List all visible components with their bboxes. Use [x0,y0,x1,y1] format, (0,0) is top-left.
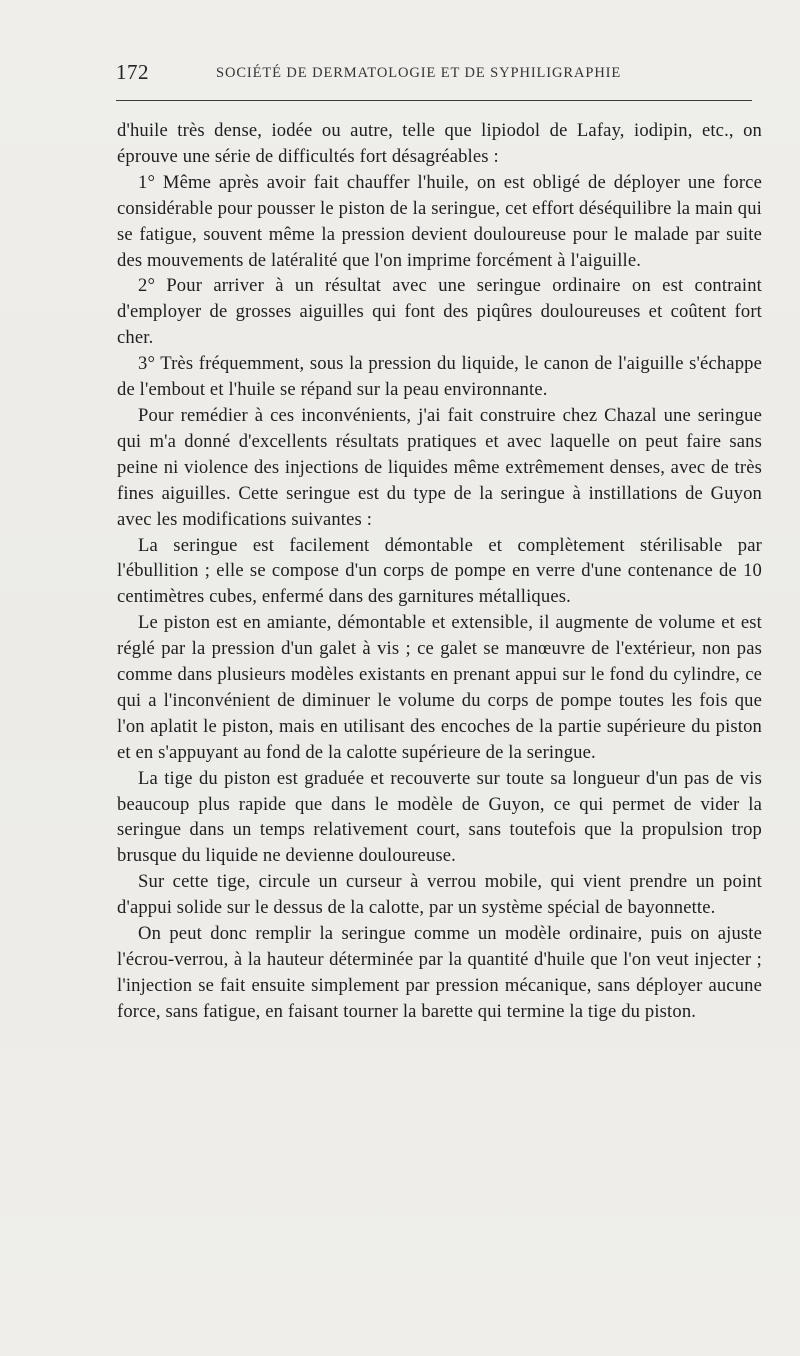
paragraph-point-1: 1° Même après avoir fait chauffer l'huile, on est obligé de déployer une force considérable pour pousser le piston de la seringue, cet effort déséquilibre la main qui se fatigue, souvent même la pression devient douloureuse pour le malade par suite des mouvements de latéralité que l'on imprime forcément à l'aiguille. [117,171,762,271]
paragraph-piston-rod: La tige du piston est graduée et recouverte sur toute sa longueur d'un pas de vis beaucoup plus rapide que dans le modèle de Guyon, ce qui permet de vider la seringue dans un temps relativement court, sans toutefois que la propulsion trop brusque du liquide ne devienne douloureuse. [117,767,762,867]
body-text [117,118,762,1025]
header-rule [116,100,752,101]
paragraph-continuation: d'huile très dense, iodée ou autre, telle que lipiodol de Lafay, iodipin, etc., on éprouve une série de difficultés fort désagréables : [117,120,762,167]
paragraph-remedy: Pour remédier à ces inconvénients, j'ai fait construire chez Chazal une seringue qui m'a donné d'excellents résultats pratiques et avec laquelle on peut faire sans peine ni violence des injections de liquides même extrêmement denses, avec de très fines aiguilles. Cette seringue est du type de la seringue à instillations de Guyon avec les modifications suivantes : [117,404,762,530]
paragraph-syringe-body: La seringue est facilement démontable et complètement stérilisable par l'ébullition ; elle se compose d'un corps de pompe en verre d'une contenance de 10 centimètres cubes, enfermé dans des garnitures métalliques. [117,534,762,608]
page-header [116,60,752,90]
paragraph-piston: Le piston est en amiante, démontable et extensible, il augmente de volume et est réglé par la pression d'un galet à vis ; ce galet se manœuvre de l'extérieur, non pas comme dans plusieurs modèles existants en prenant appui sur le fond du cylindre, ce qui a l'inconvénient de diminuer le volume du corps de pompe toutes les fois que l'on aplatit le piston, mais en utilisant des encoches de la partie supérieure du piston et en s'appuyant au fond de la calotte supérieure de la seringue. [117,612,762,763]
paragraph-point-3: 3° Très fréquemment, sous la pression du liquide, le canon de l'aiguille s'échappe de l'embout et l'huile se répand sur la peau environnante. [117,353,762,401]
paragraph-point-2: 2° Pour arriver à un résultat avec une seringue ordinaire on est contraint d'employer de grosses aiguilles qui font des piqûres douloureuses et coûtent fort cher. [117,275,762,349]
running-head: SOCIÉTÉ DE DERMATOLOGIE ET DE SYPHILIGRAPHIE [216,65,622,81]
page-number: 172 [116,60,149,84]
paragraph-usage: On peut donc remplir la seringue comme un modèle ordinaire, puis on ajuste l'écrou-verrou, à la hauteur déterminée par la quantité d'huile que l'on veut injecter ; l'injection se fait ensuite simplement par pression mécanique, sans déployer aucune force, sans fatigue, en faisant tourner la barette qui termine la tige du piston. [117,923,762,1022]
paragraph-cursor: Sur cette tige, circule un curseur à verrou mobile, qui vient prendre un point d'appui solide sur le dessus de la calotte, par un système spécial de bayonnette. [117,871,762,919]
